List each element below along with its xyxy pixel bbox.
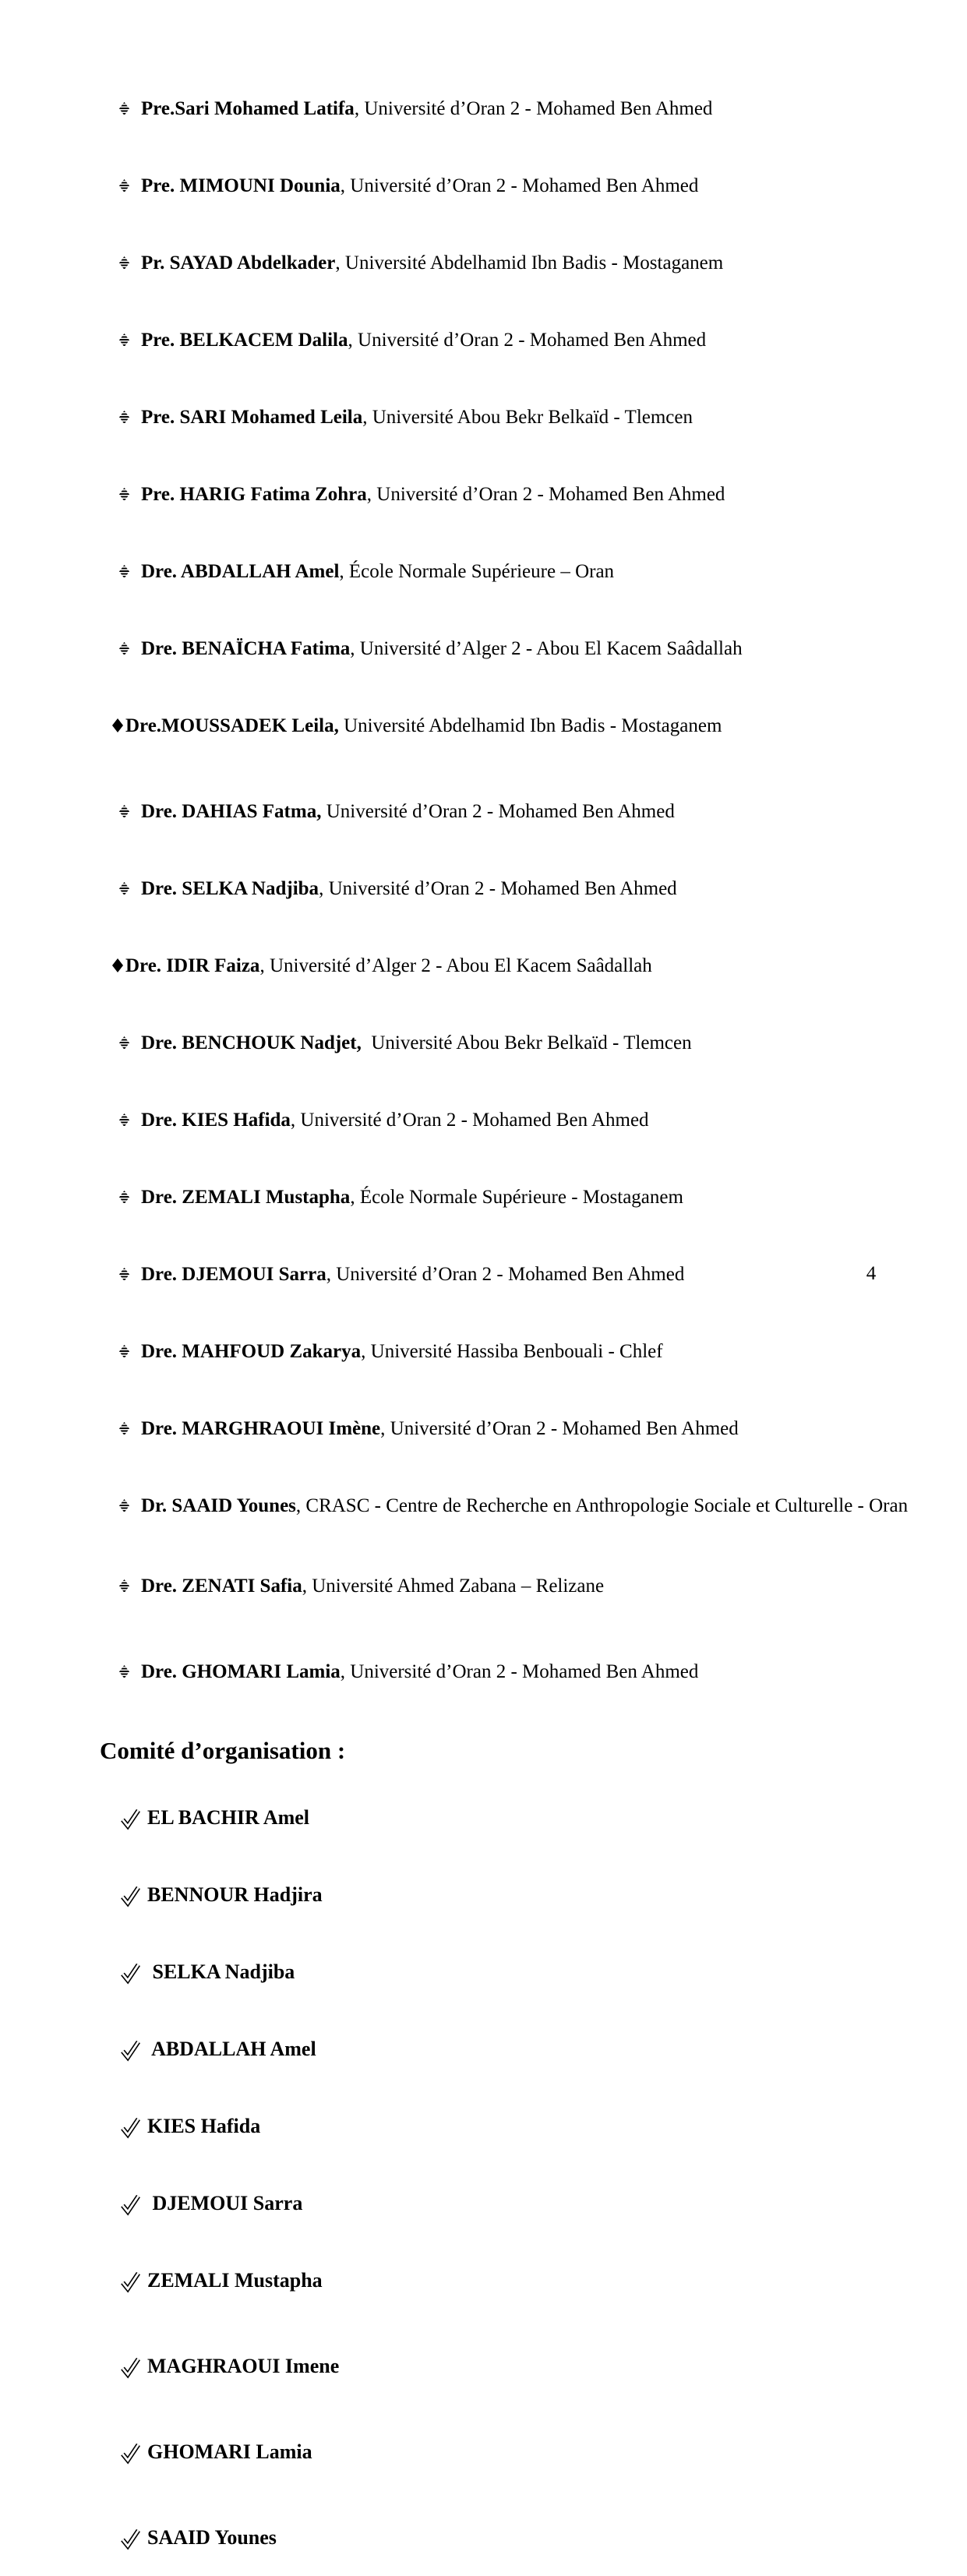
committee-member-row xyxy=(100,379,951,456)
member-affiliation: , Université Hassiba Benbouali - Chlef xyxy=(361,1341,663,1362)
striped-diamond-bullet-icon xyxy=(119,1665,129,1678)
striped-diamond-bullet-icon xyxy=(119,1191,129,1204)
checkmark-icon xyxy=(120,1808,141,1829)
member-name: Pre.Sari Mohamed Latifa xyxy=(141,98,355,119)
organizing-member-name: GHOMARI Lamia xyxy=(147,2440,312,2463)
striped-diamond-bullet-icon xyxy=(119,1036,129,1050)
member-name: Pre. HARIG Fatima Zohra xyxy=(141,484,367,505)
committee-member-row xyxy=(100,773,951,850)
committee-member-row xyxy=(100,1633,951,1710)
organizing-member-name: EL BACHIR Amel xyxy=(147,1806,310,1829)
committee-member-row xyxy=(93,687,951,764)
striped-diamond-bullet-icon xyxy=(119,1345,129,1358)
member-name: Dre. BENAÏCHA Fatima xyxy=(141,638,351,659)
striped-diamond-bullet-icon xyxy=(119,1113,129,1127)
committee-member-row xyxy=(100,70,951,147)
organizing-member-row xyxy=(100,2010,951,2087)
member-affiliation: , Université Abou Bekr Belkaïd - Tlemcen xyxy=(362,407,693,428)
committee-member-row xyxy=(100,1159,951,1236)
committee-member-row xyxy=(100,610,951,687)
member-affiliation: , École Normale Supérieure - Mostaganem xyxy=(350,1187,683,1208)
committee-member-row xyxy=(100,224,951,302)
member-affiliation: , Université d’Oran 2 - Mohamed Ben Ahmed xyxy=(348,330,707,351)
striped-diamond-bullet-icon xyxy=(119,1268,129,1281)
striped-diamond-bullet-icon xyxy=(119,256,129,270)
member-affiliation: , Université Abdelhamid Ibn Badis - Mostaganem xyxy=(335,252,724,273)
checkmark-icon xyxy=(120,2193,141,2214)
member-name: Dre. ZEMALI Mustapha xyxy=(141,1187,351,1208)
member-name: Pre. BELKACEM Dalila xyxy=(141,330,348,351)
member-name: Dre.MOUSSADEK Leila, xyxy=(125,715,339,736)
organizing-member-row xyxy=(100,2087,951,2165)
member-name: Dre. ABDALLAH Amel xyxy=(141,561,340,582)
organizing-member-name: SAAID Younes xyxy=(147,2526,277,2549)
checkmark-icon xyxy=(120,2356,141,2377)
organizing-member-row xyxy=(100,2327,951,2405)
member-name: Dre. GHOMARI Lamia xyxy=(141,1661,341,1682)
member-name: Dre. KIES Hafida xyxy=(141,1110,291,1131)
member-name: Pre. SARI Mohamed Leila xyxy=(141,407,363,428)
member-affiliation: , École Normale Supérieure – Oran xyxy=(339,561,615,582)
organizing-member-name: MAGHRAOUI Imene xyxy=(147,2355,340,2377)
committee-member-row xyxy=(100,1236,951,1313)
member-name: Dr. SAAID Younes xyxy=(141,1495,296,1516)
committee-member-row xyxy=(100,147,951,224)
striped-diamond-bullet-icon xyxy=(119,1579,129,1593)
member-affiliation: , Université d’Oran 2 - Mohamed Ben Ahmed xyxy=(366,484,725,505)
member-name: Dre. IDIR Faiza xyxy=(125,955,260,976)
checkmark-icon xyxy=(120,1885,141,1906)
striped-diamond-bullet-icon xyxy=(119,642,129,655)
member-affiliation: , CRASC - Centre de Recherche en Anthropologie Sociale et Culturelle - Oran xyxy=(295,1495,909,1516)
committee-member-row xyxy=(100,1082,951,1159)
member-affiliation: , Université d’Oran 2 - Mohamed Ben Ahmed xyxy=(380,1418,739,1439)
document-content xyxy=(100,70,951,2576)
striped-diamond-bullet-icon xyxy=(119,333,129,347)
committee-member-row xyxy=(100,850,951,927)
member-name: Dre. DJEMOUI Sarra xyxy=(141,1264,326,1285)
striped-diamond-bullet-icon xyxy=(119,805,129,818)
member-name: Pre. MIMOUNI Dounia xyxy=(141,175,341,196)
member-affiliation: Université Abdelhamid Ibn Badis - Mostaganem xyxy=(338,715,722,736)
striped-diamond-bullet-icon xyxy=(119,102,129,115)
member-name: Dre. ZENATI Safia xyxy=(141,1576,302,1597)
committee-member-row xyxy=(93,927,951,1004)
organizing-member-name: BENNOUR Hadjira xyxy=(147,1883,323,1906)
committee-member-row xyxy=(100,1313,951,1390)
committee-member-row xyxy=(100,1004,951,1082)
member-name: Dre. BENCHOUK Nadjet, xyxy=(141,1032,362,1053)
striped-diamond-bullet-icon xyxy=(119,1499,129,1512)
striped-diamond-bullet-icon xyxy=(119,179,129,192)
organizing-committee-list xyxy=(100,1779,951,2576)
member-affiliation: Université d’Oran 2 - Mohamed Ben Ahmed xyxy=(321,801,675,822)
member-affiliation: , Université d’Oran 2 - Mohamed Ben Ahmed xyxy=(290,1110,649,1131)
committee-member-row xyxy=(100,1390,951,1467)
checkmark-icon xyxy=(120,2528,141,2549)
checkmark-icon xyxy=(120,2039,141,2060)
member-affiliation: , Université Ahmed Zabana – Relizane xyxy=(302,1576,605,1597)
checkmark-icon xyxy=(120,2271,141,2292)
member-affiliation: , Université d’Oran 2 - Mohamed Ben Ahmed xyxy=(326,1264,685,1285)
organizing-committee-heading: Comité d’organisation : xyxy=(100,1737,346,1764)
striped-diamond-bullet-icon xyxy=(119,411,129,424)
member-name: Pr. SAYAD Abdelkader xyxy=(141,252,336,273)
scientific-committee-list xyxy=(100,70,951,1710)
committee-member-row xyxy=(100,1467,951,1544)
member-affiliation: Université Abou Bekr Belkaïd - Tlemcen xyxy=(361,1032,692,1053)
checkmark-icon xyxy=(120,1962,141,1983)
member-affiliation: , Université d’Alger 2 - Abou El Kacem Saâdallah xyxy=(350,638,743,659)
member-affiliation: , Université d’Oran 2 - Mohamed Ben Ahmed xyxy=(319,878,677,899)
organizing-member-row xyxy=(100,1779,951,1856)
member-name: Dre. SELKA Nadjiba xyxy=(141,878,319,899)
striped-diamond-bullet-icon xyxy=(119,488,129,501)
striped-diamond-bullet-icon xyxy=(119,882,129,895)
organizing-member-row xyxy=(100,2165,951,2242)
organizing-member-row xyxy=(100,2242,951,2319)
checkmark-icon xyxy=(120,2116,141,2137)
organizing-member-row xyxy=(100,1856,951,1933)
organizing-member-name: DJEMOUI Sarra xyxy=(147,2192,303,2214)
member-affiliation: , Université d’Oran 2 - Mohamed Ben Ahmed xyxy=(340,1661,699,1682)
striped-diamond-bullet-icon xyxy=(119,565,129,578)
organizing-member-name: ABDALLAH Amel xyxy=(147,2038,316,2060)
committee-member-row xyxy=(100,456,951,533)
member-affiliation: , Université d’Oran 2 - Mohamed Ben Ahmed xyxy=(340,175,699,196)
member-name: Dre. MARGHRAOUI Imène xyxy=(141,1418,381,1439)
solid-diamond-bullet-icon xyxy=(112,958,123,972)
striped-diamond-bullet-icon xyxy=(119,1422,129,1435)
committee-member-row xyxy=(100,1547,951,1625)
page-number: 4 xyxy=(866,1263,877,1284)
committee-member-row xyxy=(100,533,951,610)
member-name: Dre. DAHIAS Fatma, xyxy=(141,801,322,822)
member-affiliation: , Université d’Alger 2 - Abou El Kacem Saâdallah xyxy=(259,955,652,976)
organizing-member-row xyxy=(100,2499,951,2576)
organizing-member-row xyxy=(100,1933,951,2010)
organizing-member-name: KIES Hafida xyxy=(147,2115,261,2137)
organizing-member-name: SELKA Nadjiba xyxy=(147,1960,295,1983)
committee-member-row xyxy=(100,302,951,379)
organizing-member-row xyxy=(100,2413,951,2490)
organizing-member-name: ZEMALI Mustapha xyxy=(147,2269,323,2292)
solid-diamond-bullet-icon xyxy=(112,718,123,732)
member-affiliation: , Université d’Oran 2 - Mohamed Ben Ahmed xyxy=(354,98,713,119)
checkmark-icon xyxy=(120,2442,141,2463)
member-name: Dre. MAHFOUD Zakarya xyxy=(141,1341,362,1362)
